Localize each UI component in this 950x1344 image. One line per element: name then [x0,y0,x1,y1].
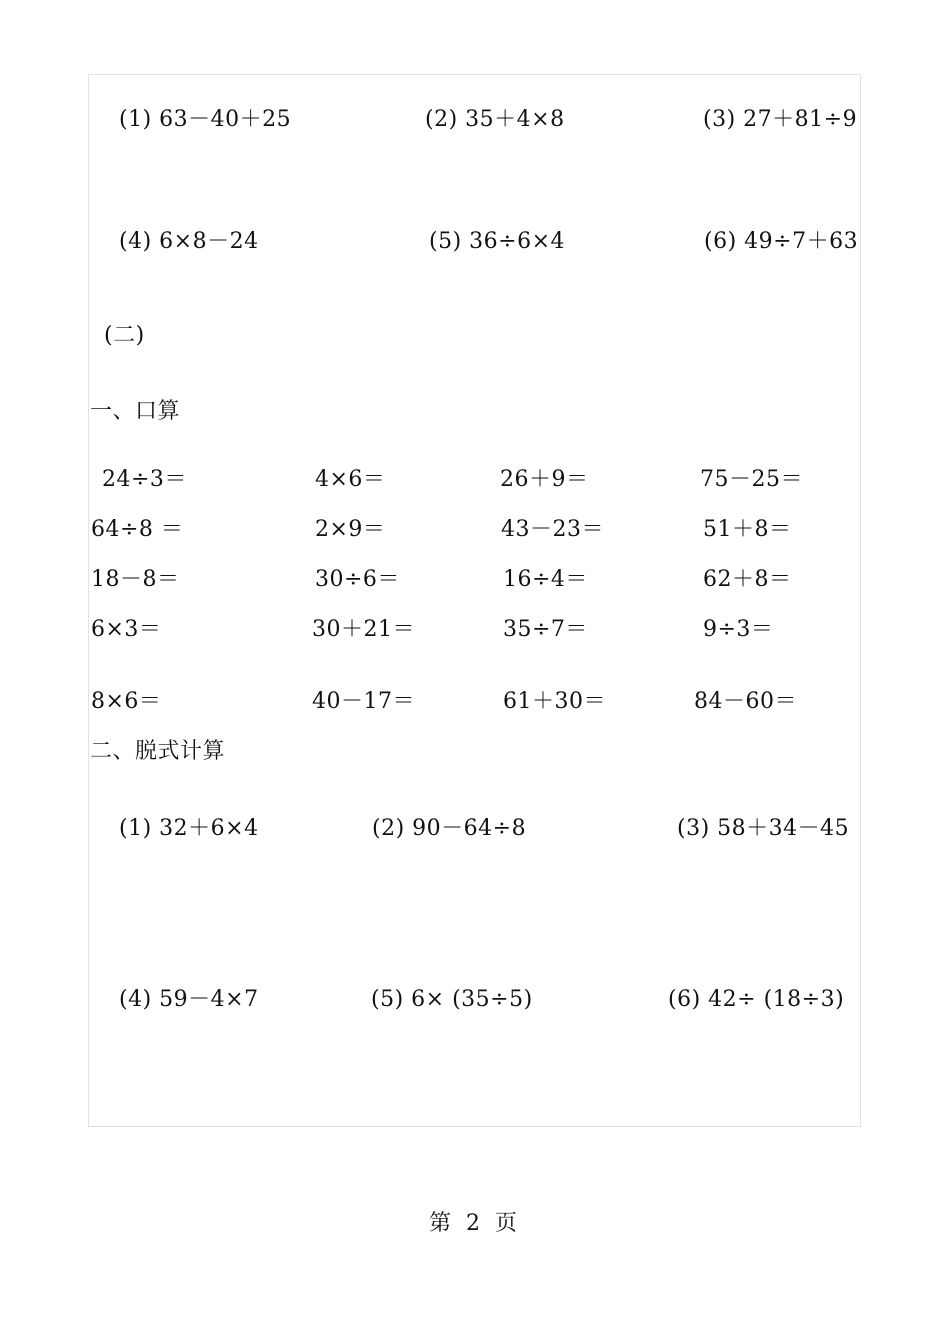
problem-number: (6) [668,987,701,1012]
problem-expression: 35＋4×8 [465,107,565,132]
oral-item: 24÷3＝ [102,467,187,492]
problem-number: (3) [703,107,736,132]
oral-item: 18－8＝ [91,567,180,592]
problem-expression: 6×8－24 [159,229,259,254]
stepwise-problem-5 [356,958,533,1014]
stepwise-problem-3 [662,787,849,843]
oral-item: 64÷8 ＝ [91,517,184,542]
page-footer [0,1210,950,1238]
problem-expression: 59－4×7 [159,987,259,1012]
oral-item: 2×9＝ [315,517,386,542]
problem-number: (2) [425,107,458,132]
problem-2 [410,78,565,134]
problem-1 [104,78,291,134]
oral-item: 43－23＝ [501,517,604,542]
stepwise-problem-6 [653,958,844,1014]
oral-item: 30÷6＝ [315,567,400,592]
oral-item: 26＋9＝ [500,467,589,492]
stepwise-heading: 二、脱式计算 [90,739,226,764]
problem-6 [689,200,858,256]
oral-item: 75－25＝ [700,467,803,492]
problem-expression: 63－40＋25 [159,107,292,132]
problem-expression: 42÷ (18÷3) [708,987,845,1012]
problem-expression: 27＋81÷9 [743,107,858,132]
problem-number: (2) [372,816,405,841]
oral-item: 61＋30＝ [503,689,606,714]
oral-item: 51＋8＝ [703,517,792,542]
problem-number: (3) [677,816,710,841]
problem-number: (4) [119,987,152,1012]
problem-number: (6) [704,229,737,254]
oral-item: 40－17＝ [312,689,415,714]
footer-prefix: 第 [428,1211,455,1236]
problem-number: (1) [119,816,152,841]
oral-item: 6×3＝ [91,617,162,642]
problem-5 [414,200,565,256]
problem-number: (4) [119,229,152,254]
problem-expression: 32＋6×4 [159,816,259,841]
oral-item: 84－60＝ [694,689,797,714]
problem-expression: 36÷6×4 [469,229,566,254]
problem-expression: 49÷7＋63 [744,229,859,254]
oral-item: 62＋8＝ [703,567,792,592]
oral-item: 9÷3＝ [703,617,774,642]
problem-3 [688,78,857,134]
stepwise-problem-1 [104,787,259,843]
footer-suffix: 页 [495,1211,522,1236]
stepwise-problem-4 [104,958,259,1014]
oral-item: 30＋21＝ [312,617,415,642]
problem-expression: 58＋34－45 [717,816,850,841]
oral-heading: 一、口算 [90,399,181,424]
problem-4 [104,200,259,256]
oral-item: 4×6＝ [315,467,386,492]
problem-number: (5) [429,229,462,254]
oral-item: 16÷4＝ [503,567,588,592]
oral-item: 8×6＝ [91,689,162,714]
problem-expression: 90－64÷8 [412,816,527,841]
problem-number: (5) [371,987,404,1012]
problem-expression: 6× (35÷5) [411,987,533,1012]
stepwise-problem-2 [357,787,526,843]
part-two-heading: (二) [104,323,145,348]
problem-number: (1) [119,107,152,132]
footer-page-number: 2 [466,1211,484,1236]
oral-item: 35÷7＝ [503,617,588,642]
